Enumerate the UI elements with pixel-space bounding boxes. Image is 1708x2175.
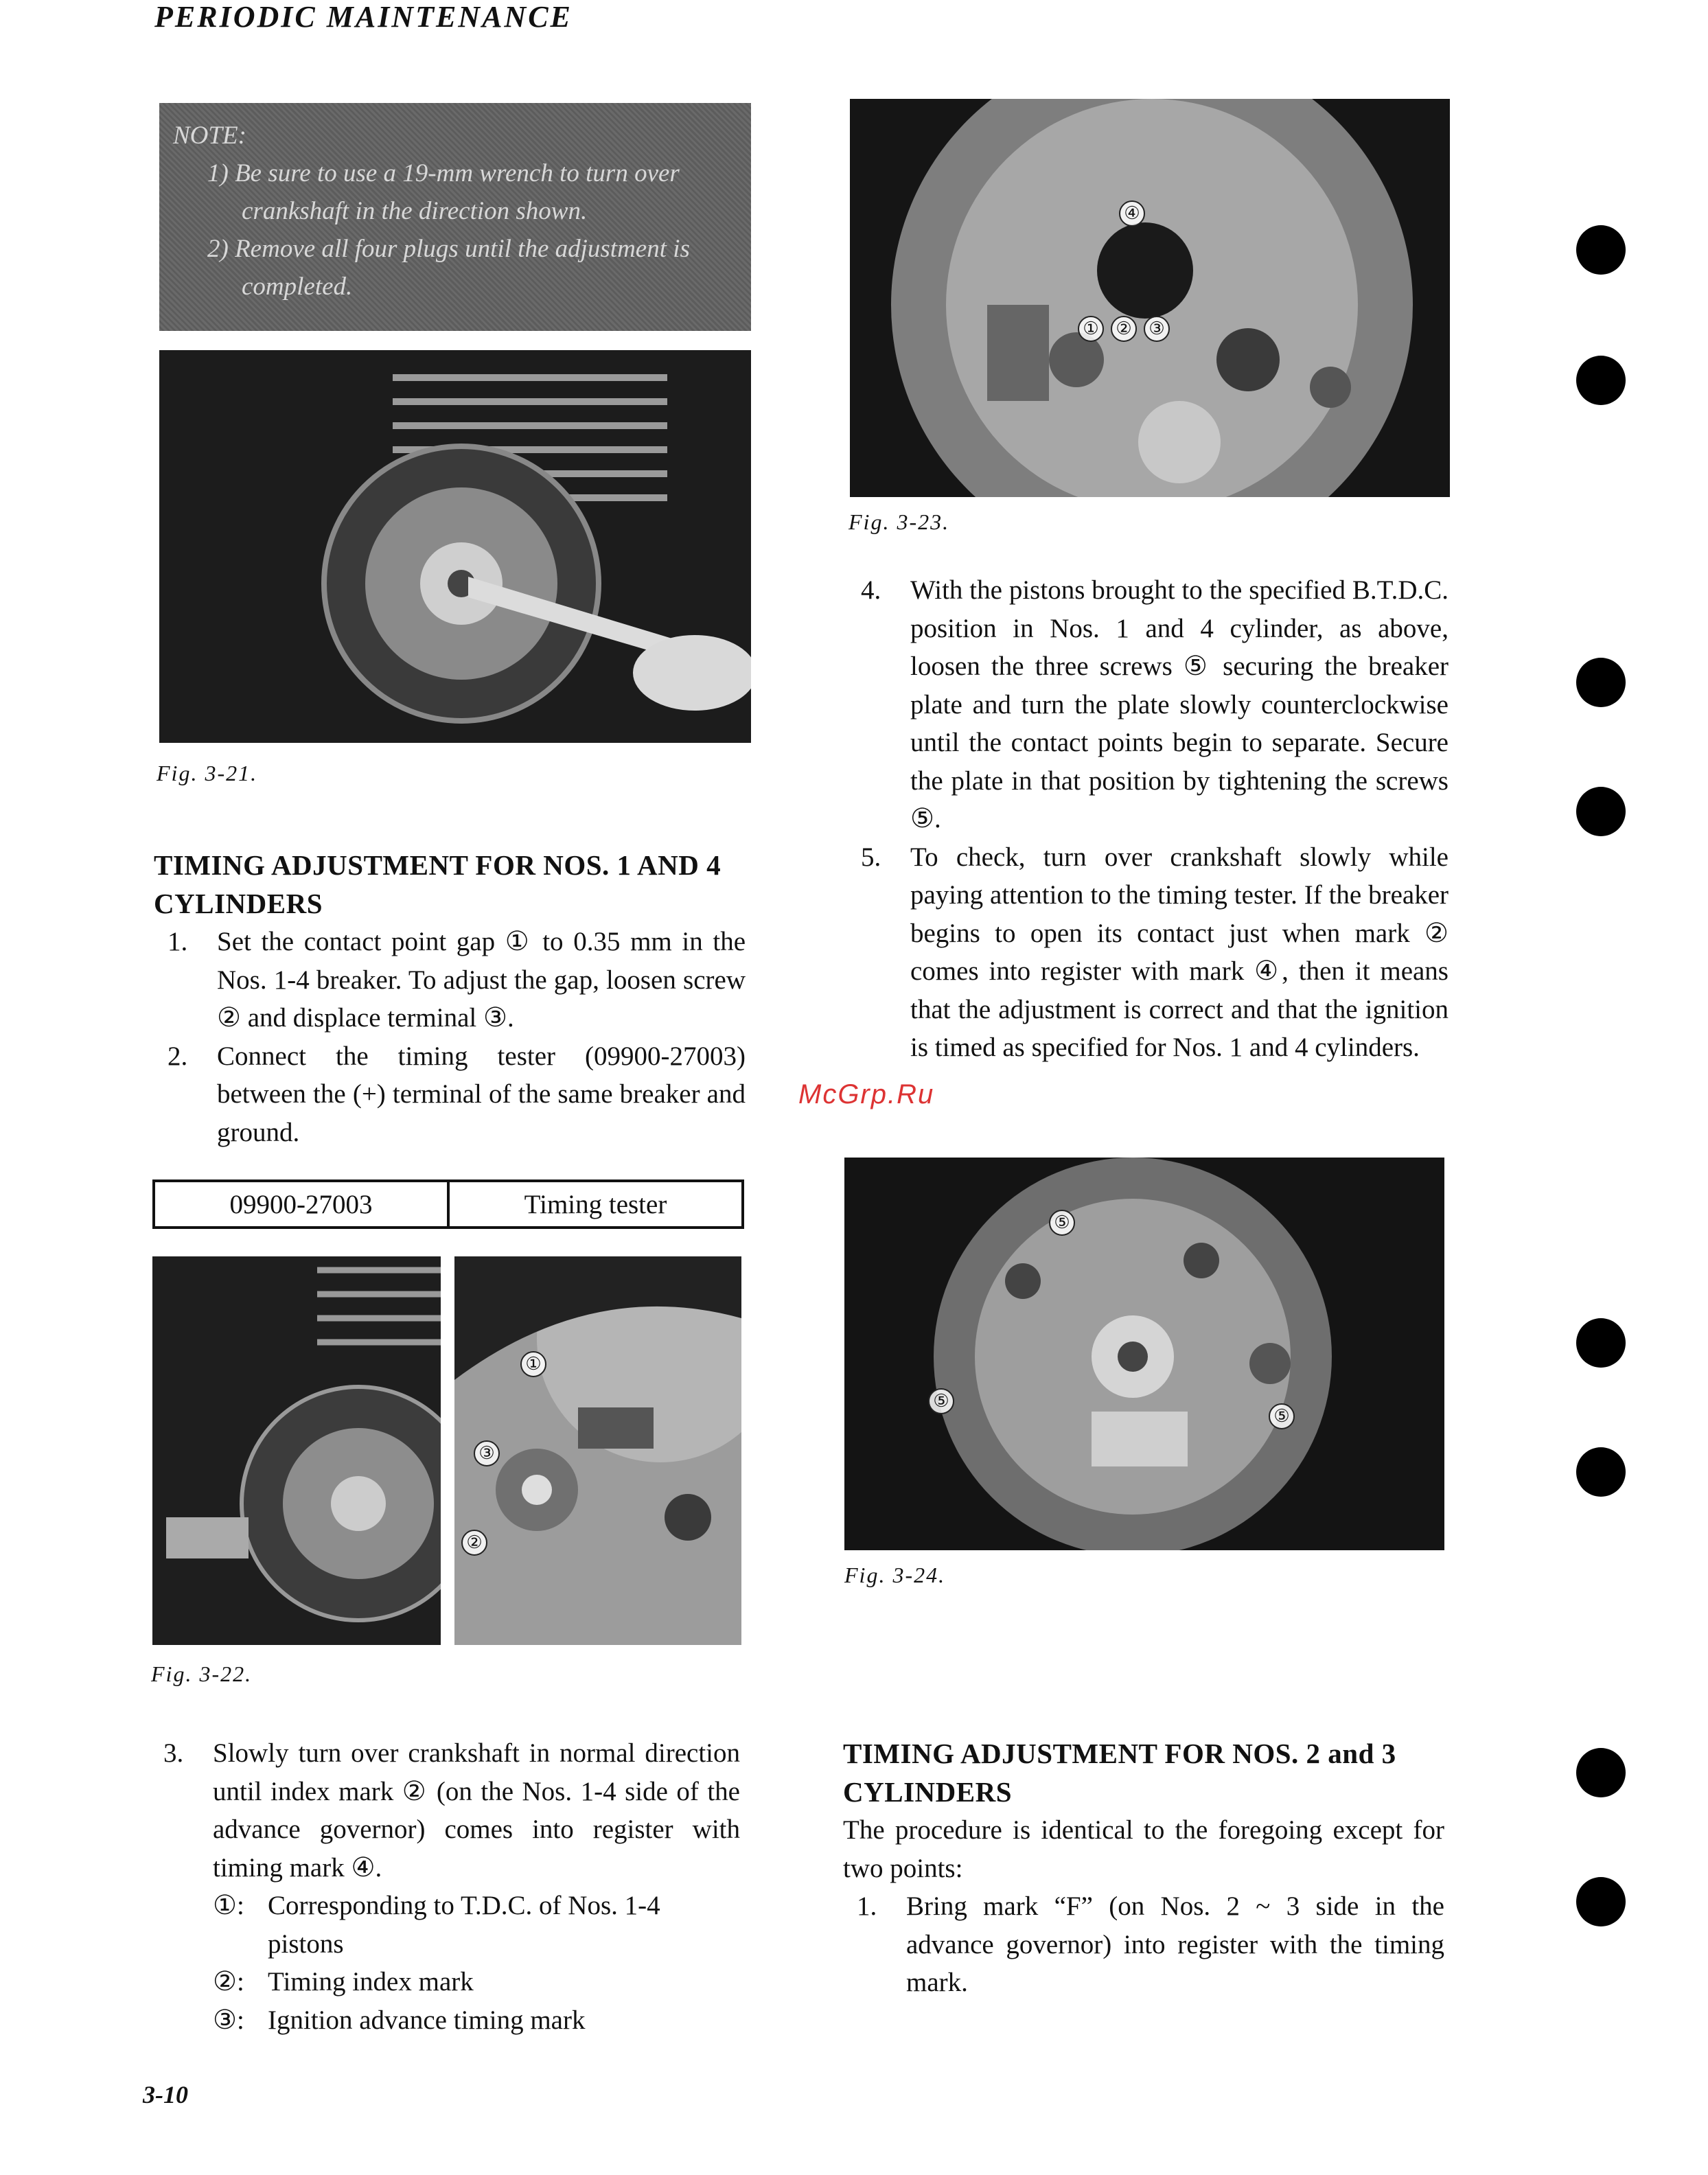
breaker-screws-illustration [844, 1158, 1444, 1550]
legend-text-2: Timing index mark [268, 1967, 474, 1996]
legend-key-3: ③: [213, 2005, 244, 2035]
step-5-text: To check, turn over crankshaft slowly while paying attention to the timing tester. If the breaker begins to open its contact just when mark ② comes into register with mark ④, then it means that the adjustment is correct and that the ignition is timed as specified for Nos. 1 and 4 cylinders. [910, 842, 1449, 1062]
tool-name: Timing tester [448, 1181, 743, 1228]
fig-3-22-photo-right [454, 1256, 741, 1645]
special-tool-table [152, 1179, 744, 1229]
punch-hole-4 [1576, 787, 1626, 836]
engine-wrench-illustration [159, 350, 751, 743]
step-3 [150, 1734, 740, 1887]
fig-3-24-photo [844, 1158, 1444, 1550]
legend-text-3: Ignition advance timing mark [268, 2005, 586, 2035]
section-2-step-1 [843, 1887, 1444, 2002]
fig-3-22-photo-left [152, 1256, 441, 1645]
punch-hole-2 [1576, 356, 1626, 405]
watermark: McGrp.Ru [798, 1079, 935, 1109]
page-number: 3-10 [143, 2081, 188, 2108]
step-3-text: Slowly turn over crankshaft in normal direction until index mark ② (on the Nos. 1-4 side of the advance governor) comes into register with timing mark ④. [213, 1738, 740, 1883]
punch-hole-7 [1576, 1748, 1626, 1797]
fig-3-21-caption: Fig. 3-21. [157, 761, 258, 785]
section-2-step-1-text: Bring mark “F” (on Nos. 2 ~ 3 side in the advance governor) into register with the timing mark. [906, 1891, 1444, 1997]
step-5 [847, 838, 1449, 1067]
note-box [159, 103, 751, 331]
fig-3-23-label-2: ② [1111, 316, 1137, 342]
breaker-plate-illustration [850, 99, 1450, 497]
note-item-2: 2) Remove all four plugs until the adjustment is completed. [207, 235, 690, 301]
punch-hole-1 [1576, 225, 1626, 275]
step-4-text: With the pistons brought to the specified B.T.D.C. position in Nos. 1 and 4 cylinder, as above, loosen the three screws ⑤ securing the breaker plate and turn the plate slowly counterclockwise until the contact points begin to separate. Secure the plate in that position by tightening the screws ⑤. [910, 575, 1449, 833]
punch-hole-6 [1576, 1447, 1626, 1497]
section-2-heading: TIMING ADJUSTMENT FOR NOS. 2 and 3 CYLINDERS [843, 1738, 1396, 1808]
section-2-step-1-number: 1. [857, 1891, 877, 1921]
page-header: PERIODIC MAINTENANCE [154, 0, 573, 34]
section-2-intro: The procedure is identical to the foregoing except for two points: [843, 1815, 1444, 1883]
fig-3-24-caption: Fig. 3-24. [844, 1563, 946, 1587]
fig-3-24-label-5a: ⑤ [1049, 1210, 1075, 1236]
fig-3-22-caption: Fig. 3-22. [151, 1661, 253, 1686]
right-steps [847, 571, 1449, 1067]
legend-item-3 [213, 2001, 740, 2040]
note-title: NOTE: [173, 122, 246, 150]
step-3-number: 3. [163, 1738, 184, 1768]
punch-hole-3 [1576, 658, 1626, 707]
fig-3-23-caption: Fig. 3-23. [849, 509, 950, 534]
fig-3-23-label-1: ① [1078, 316, 1104, 342]
step-4-number: 4. [861, 575, 881, 605]
fig-3-22-label-2: ② [461, 1530, 487, 1556]
legend-key-2: ②: [213, 1967, 244, 1996]
step-2-number: 2. [168, 1041, 188, 1071]
step-1-number: 1. [168, 927, 188, 956]
step-2 [154, 1037, 746, 1152]
legend-item-2 [213, 1963, 740, 2001]
step-5-number: 5. [861, 842, 881, 872]
note-item-1: 1) Be sure to use a 19-mm wrench to turn over crankshaft in the direction shown. [207, 159, 680, 225]
section-1-steps [154, 923, 746, 1151]
legend-item-1 [213, 1887, 740, 1963]
fig-3-21-photo [159, 350, 751, 743]
tool-part-number: 09900-27003 [154, 1181, 448, 1228]
step-3-block [150, 1734, 740, 2039]
fig-3-23-label-3: ③ [1144, 316, 1170, 342]
legend-text-1: Corresponding to T.D.C. of Nos. 1-4 pistons [268, 1891, 660, 1959]
step-4 [847, 571, 1449, 838]
fig-3-23-photo [850, 99, 1450, 497]
step-1 [154, 923, 746, 1037]
punch-hole-5 [1576, 1318, 1626, 1368]
fig-3-23-label-4: ④ [1119, 200, 1145, 227]
punch-hole-8 [1576, 1877, 1626, 1926]
step-1-text: Set the contact point gap ① to 0.35 mm in the Nos. 1-4 breaker. To adjust the gap, loosen screw ② and displace terminal ③. [217, 927, 746, 1033]
section-2-body [843, 1811, 1444, 2002]
section-1-heading: TIMING ADJUSTMENT FOR NOS. 1 AND 4 CYLINDERS [154, 849, 722, 919]
step-3-legend [150, 1887, 740, 2039]
legend-key-1: ①: [213, 1891, 244, 1920]
fig-3-24-label-5b: ⑤ [928, 1388, 954, 1414]
fig-3-22-label-3: ③ [474, 1440, 500, 1466]
fig-3-22-label-1: ① [520, 1351, 546, 1377]
fig-3-24-label-5c: ⑤ [1269, 1403, 1295, 1429]
engine-side-illustration [152, 1256, 441, 1645]
step-2-text: Connect the timing tester (09900-27003) between the (+) terminal of the same breaker and ground. [217, 1041, 746, 1147]
